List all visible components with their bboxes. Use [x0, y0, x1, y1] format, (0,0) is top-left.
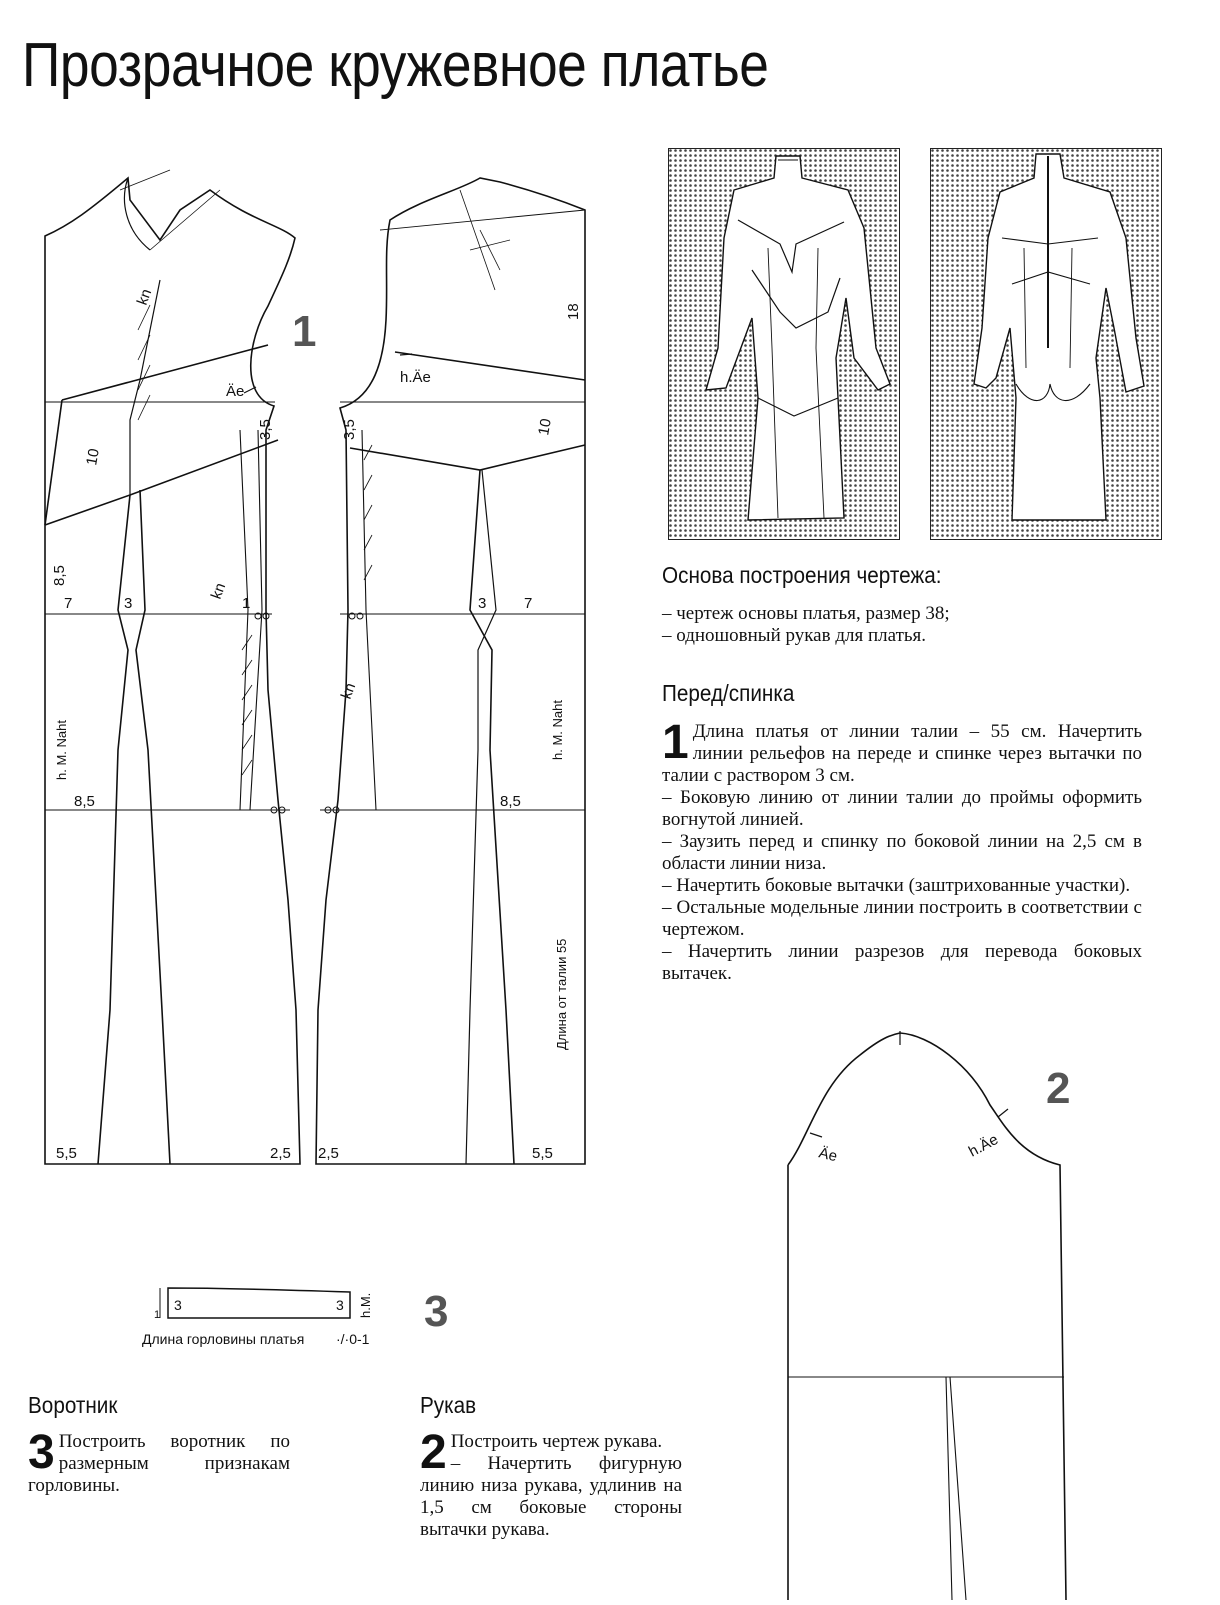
basis-section — [662, 562, 1182, 647]
step-number-1: 1 — [662, 716, 689, 769]
label-length-55: Длина от талии 55 — [554, 938, 569, 1050]
sleeve-text-2: – Начертить фигурную линию низа рукава, удлинив на 1,5 см боковые стороны вытачки рукава. — [420, 1453, 682, 1540]
basis-heading: Основа построения чертежа: — [662, 562, 942, 588]
front-back-paragraph: – Боковую линию от линии талии до проймы оформить вогнутой линией. — [662, 787, 1142, 830]
collar-caption: Длина горловины платья — [142, 1331, 305, 1347]
collar-formula: ·/·0-1 — [336, 1331, 370, 1347]
sleeve-drawing — [770, 1025, 1100, 1600]
front-back-section — [662, 680, 1142, 985]
label-h-ae-back: h.Äe — [400, 369, 431, 386]
label-18: 18 — [565, 303, 582, 320]
label-55-front: 5,5 — [56, 1145, 77, 1162]
figure3-label: 3 — [424, 1287, 449, 1336]
sleeve-text: Построить чертеж рукава. — [450, 1431, 663, 1452]
step-number-2: 2 — [420, 1426, 447, 1479]
label-35-front: 3,5 — [257, 419, 274, 440]
collar-text: Построить воротник по размерным признакам горловины. — [28, 1431, 290, 1496]
sleeve-label-h-ae: h.Äe — [965, 1131, 1002, 1161]
collar-heading: Воротник — [28, 1392, 118, 1418]
label-kn-2: kn — [207, 580, 230, 602]
illustration-back-view — [930, 148, 1162, 540]
illustration-front-view — [668, 148, 900, 540]
collar-label-3-right: 3 — [336, 1297, 344, 1313]
label-85-back: 8,5 — [500, 793, 521, 810]
label-1-front: 1 — [242, 595, 251, 612]
figure2-label: 2 — [1046, 1064, 1071, 1113]
collar-label-1: 1 — [154, 1309, 161, 1321]
front-back-paragraph: Длина платья от линии талии – 55 см. Начертить линии рельефов на переде и спинке через вытачки по талии с раствором 3 см. — [662, 721, 1142, 786]
label-55-back: 5,5 — [532, 1145, 553, 1162]
sleeve-section — [420, 1392, 682, 1541]
collar-label-3-left: 3 — [174, 1297, 182, 1313]
page-title: Прозрачное кружевное платье — [22, 31, 769, 100]
label-hm-naht-front: h. M. Naht — [54, 720, 69, 780]
figure1-label: 1 — [292, 307, 317, 356]
front-back-paragraph: – Начертить боковые вытачки (заштрихованные участки). — [662, 875, 1131, 896]
label-25-front: 2,5 — [270, 1145, 291, 1162]
pattern-drawing-front-back — [0, 130, 620, 1180]
label-10-front: 10 — [83, 447, 103, 467]
front-back-heading: Перед/спинка — [662, 680, 795, 706]
basis-item: – одношовный рукав для платья. — [662, 625, 927, 646]
label-3-back: 3 — [478, 595, 487, 612]
label-7-back: 7 — [524, 595, 533, 612]
front-back-paragraph: – Заузить перед и спинку по боковой линии на 2,5 см в области линии низа. — [662, 831, 1142, 874]
sleeve-label-ae: Äe — [817, 1144, 839, 1166]
label-kn-1: kn — [133, 286, 156, 308]
label-7-front: 7 — [64, 595, 73, 612]
sleeve-heading: Рукав — [420, 1392, 477, 1418]
collar-section — [28, 1392, 290, 1497]
label-ae-front: Äe — [226, 383, 245, 400]
label-hm-naht-back: h. M. Naht — [550, 700, 565, 760]
label-kn-3: kn — [337, 680, 360, 702]
label-25-back: 2,5 — [318, 1145, 339, 1162]
label-10-back: 10 — [535, 417, 555, 437]
step-number-3: 3 — [28, 1426, 55, 1479]
basis-item: – чертеж основы платья, размер 38; — [662, 603, 950, 624]
label-35-back: 3,5 — [341, 419, 358, 440]
label-85-front: 8,5 — [74, 793, 95, 810]
collar-drawing — [140, 1278, 480, 1358]
label-3-front: 3 — [124, 595, 133, 612]
label-85-side: 8,5 — [51, 565, 68, 586]
front-back-paragraph: – Начертить линии разрезов для перевода боковых вытачек. — [662, 941, 1142, 984]
collar-label-hm: h.M. — [358, 1292, 373, 1318]
front-back-paragraph: – Остальные модельные линии построить в соответствии с чертежом. — [662, 897, 1142, 940]
